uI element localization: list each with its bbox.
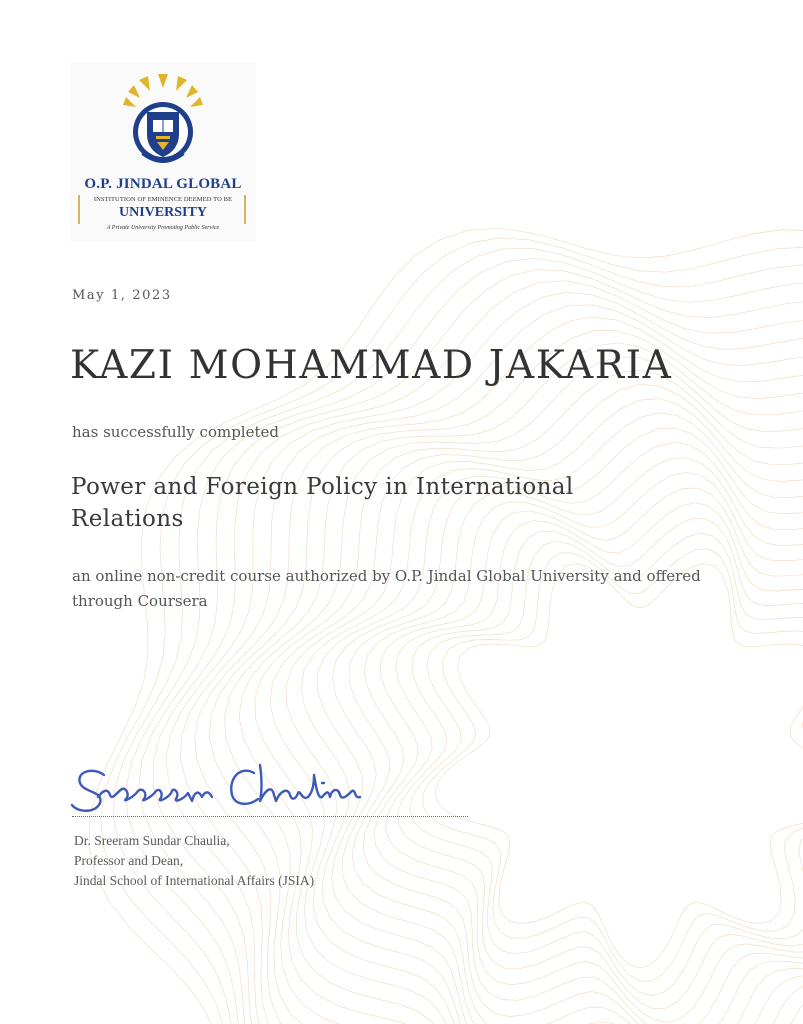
recipient-name: KAZI MOHAMMAD JAKARIA xyxy=(70,343,673,388)
signatory-title: Professor and Dean, xyxy=(74,853,184,868)
signatory-name: Dr. Sreeram Sundar Chaulia, xyxy=(74,833,230,848)
course-description: an online non-credit course authorized by O.P. Jindal Global University and offered through Coursera xyxy=(72,567,701,610)
logo-tagline: INSTITUTION OF EMINENCE DEEMED TO BE xyxy=(93,196,233,203)
signatory-school: Jindal School of International Affairs (JSIA) xyxy=(74,873,315,888)
signatory-block xyxy=(74,831,314,891)
university-crest-icon xyxy=(70,62,256,182)
logo-motto: A Private University Promoting Public Service xyxy=(106,225,220,231)
signature-line xyxy=(72,816,468,817)
course-title: Power and Foreign Policy in International Relations xyxy=(71,474,574,532)
logo-university-name: O.P. JINDAL GLOBAL xyxy=(84,176,242,192)
completion-date: May 1, 2023 xyxy=(72,288,172,303)
signature-image xyxy=(64,745,474,819)
university-logo xyxy=(70,62,256,242)
logo-university-label: UNIVERSITY xyxy=(119,205,207,220)
completed-text: has successfully completed xyxy=(72,423,279,441)
